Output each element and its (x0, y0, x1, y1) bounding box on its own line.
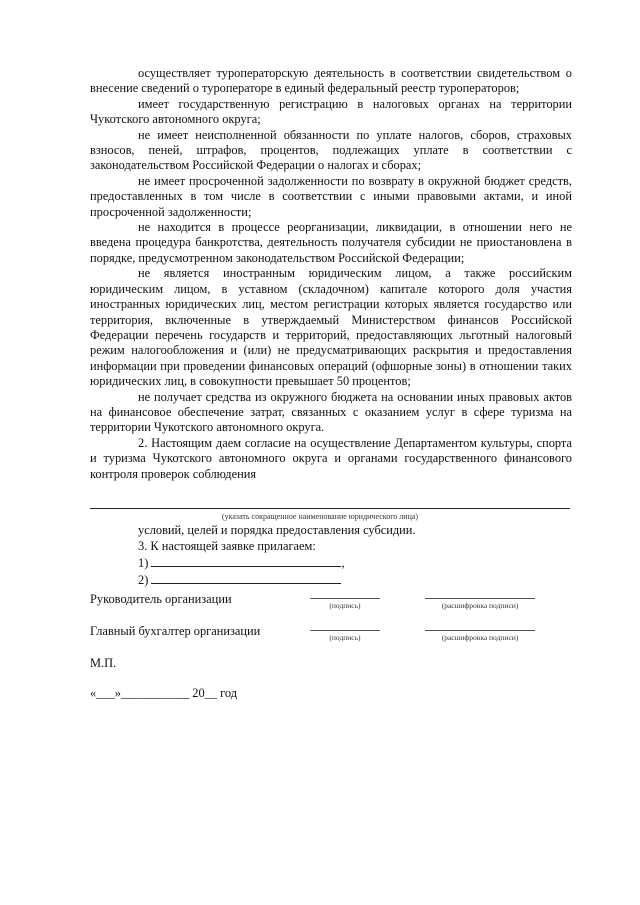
org-name-line[interactable] (90, 508, 570, 509)
attachment-item-1 (138, 554, 416, 571)
accountant-label: Главный бухгалтер организации (90, 624, 261, 638)
conditions-line: условий, целей и порядка предоставления субсидии. (138, 523, 416, 537)
date-day-field[interactable]: ___ (96, 686, 115, 700)
director-signature-caption: (подпись) (329, 601, 361, 610)
director-transcript-caption: (расшифровка подписи) (441, 601, 519, 610)
paragraph-not-foreign: не является иностранным юридическим лицом, а также российским юридическим лицом, в уставном (складочном) капитале которого доля участия иностранных юридических лиц, местом регистрации которых является государство или территория, включенные в утверждаемый Министерством финансов Российской Федерации перечень государств и территорий, предоставляющих льготный налоговый режим налогообложения и (или) не предусматривающих раскрытия и предоставления информации при проведении финансовых операций (офшорные зоны) в отношении таких юридических лиц, в совокупности превышает 50 процентов; (90, 266, 572, 389)
document-body (90, 66, 572, 482)
accountant-signature-line (310, 630, 380, 631)
attachment-item-2-field[interactable] (151, 571, 341, 584)
paragraph-consent: 2. Настоящим даем согласие на осуществление Департаментом культуры, спорта и туризма Чукотского автономного округа и органами государственного финансового контроля проверок соблюдения (90, 435, 572, 481)
attachments-heading: 3. К настоящей заявке прилагаем: (138, 539, 316, 553)
date-year-suffix: год (217, 686, 238, 700)
attachment-item-1-comma: , (341, 556, 345, 570)
director-signature-line (310, 598, 380, 599)
paragraph-no-overdue-debt: не имеет просроченной задолженности по возврату в окружной бюджет средств, предоставленных в том числе в соответствии с иными правовыми актами, и иной просроченной задолженности; (90, 173, 572, 219)
date-year-prefix: 20 (192, 686, 205, 700)
director-transcript-field[interactable] (425, 598, 535, 610)
accountant-transcript-caption: (расшифровка подписи) (441, 633, 519, 642)
paragraph-no-reorganization: не находится в процессе реорганизации, ликвидации, в отношении него не введена процедура банкротства, деятельность получателя субсидии не приостановлена в порядке, предусмотренном законодательством Российской Федерации; (90, 220, 572, 265)
org-name-hint: (указать сокращенное наименование юридического лица) (221, 512, 419, 521)
paragraph-tax-registration: имеет государственную регистрацию в налоговых органах на территории Чукотского автономного округа; (90, 96, 572, 127)
date-close-quote: » (114, 686, 121, 700)
paragraph-tour-operator: осуществляет туроператорскую деятельность в соответствии свидетельством о внесение сведений о туроператоре в единый федеральный реестр туроператоров; (90, 66, 572, 96)
date-open-quote: « (90, 686, 97, 700)
attachment-item-2 (138, 571, 416, 588)
director-transcript-line (425, 598, 535, 599)
date-year-field[interactable]: __ (204, 686, 218, 700)
date-line (90, 686, 237, 701)
director-signature-field[interactable] (310, 598, 380, 610)
director-label: Руководитель организации (90, 592, 232, 606)
attachments-section (138, 522, 416, 588)
date-month-field[interactable]: ___________ (121, 686, 190, 700)
paragraph-no-other-funds: не получает средства из окружного бюджета на основании иных правовых актов на финансовое обеспечение затрат, связанных с оказанием услуг в сфере туризма на территории Чукотского автономного округа. (90, 389, 572, 435)
attachment-item-2-number: 2) (138, 573, 149, 587)
accountant-transcript-field[interactable] (425, 630, 535, 642)
attachment-item-1-number: 1) (138, 556, 149, 570)
accountant-signature-field[interactable] (310, 630, 380, 642)
attachment-item-1-field[interactable] (151, 554, 341, 567)
paragraph-no-tax-debt: не имеет неисполненной обязанности по уплате налогов, сборов, страховых взносов, пеней, штрафов, процентов, подлежащих уплате в соответствии с законодательством Российской Федерации о налогах и сборах; (90, 127, 572, 173)
stamp-place: М.П. (90, 656, 117, 670)
accountant-signature-caption: (подпись) (329, 633, 361, 642)
accountant-transcript-line (425, 630, 535, 631)
